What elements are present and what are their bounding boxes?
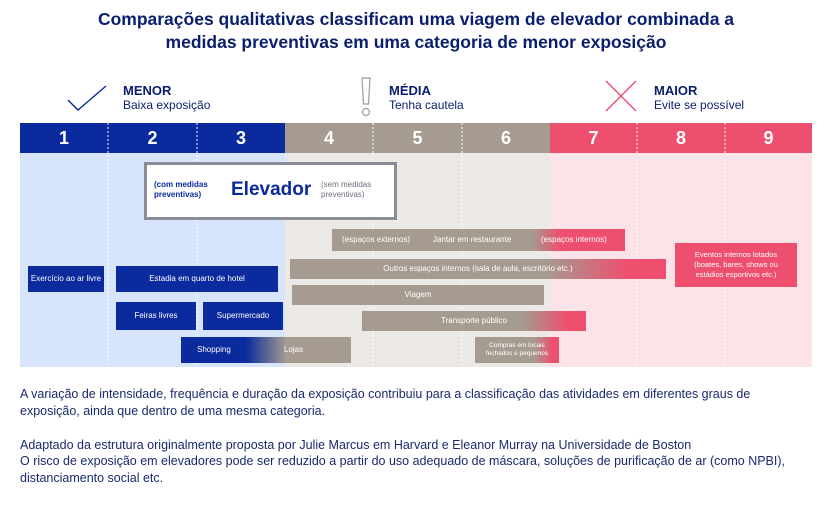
title-line-1: Comparações qualitativas classificam uma viagem de elevador combinada a: [97, 9, 735, 29]
scale-4: 4: [285, 123, 373, 153]
elevator-box: [144, 162, 397, 220]
scale-5: 5: [373, 123, 462, 153]
activity-jantar-label: Jantar em restaurante: [433, 235, 512, 244]
title-line-2: medidas preventivas em uma categoria de menor exposição: [165, 32, 667, 52]
activity-jantar-int: (espaços internos): [541, 235, 607, 244]
activity-feiras: Feiras livres: [116, 302, 196, 330]
activity-transporte: Transporte público: [362, 311, 586, 331]
scale-1: 1: [20, 123, 108, 153]
activity-compras: Compras em locais fechados e pequenos: [475, 337, 559, 363]
scale-7: 7: [550, 123, 637, 153]
elevator-left-note: (com medidas preventivas): [154, 180, 208, 199]
exclamation-icon: [359, 76, 373, 118]
category-maior-sub: Evite se possível: [654, 98, 745, 112]
note-source: Adaptado da estrutura originalmente proposta por Julie Marcus em Harvard e Eleanor Murray na Universidade de Boston: [20, 438, 692, 452]
check-icon: [66, 84, 108, 114]
scale-6: 6: [462, 123, 550, 153]
activity-jantar: [332, 229, 625, 251]
scale-9: 9: [725, 123, 812, 153]
note-variation: A variação de intensidade, frequência e duração da exposição contribuiu para a classificação das atividades em diferentes graus de exposição, ainda que dentro de uma mesma categoria.: [20, 387, 751, 418]
activity-estadia: Estadia em quarto de hotel: [116, 266, 278, 292]
elevator-right-note: (sem medidas preventivas): [321, 180, 372, 199]
activity-shopping: Shopping: [197, 345, 231, 354]
category-menor-sub: Baixa exposição: [123, 98, 211, 112]
activity-jantar-ext: (espaços externos): [342, 235, 411, 244]
scale-2: 2: [108, 123, 197, 153]
scale-8: 8: [637, 123, 725, 153]
x-icon: [604, 79, 638, 113]
category-media-sub: Tenha cautela: [389, 98, 464, 112]
activity-eventos: Eventos internos lotados (boates, bares, shows ou estádios esportivos etc.): [675, 243, 797, 287]
activity-shopping-lojas: [181, 337, 351, 363]
activity-lojas: Lojas: [284, 345, 304, 354]
elevator-label: Elevador: [231, 179, 312, 200]
activity-outros: Outros espaços internos (sala de aula, escritório etc.): [290, 259, 666, 279]
category-maior-head: MAIOR: [654, 83, 698, 98]
page-title: [20, 8, 812, 54]
activity-exercicio: Exercício ao ar livre: [28, 266, 104, 292]
activity-supermercado: Supermercado: [203, 302, 283, 330]
category-menor-head: MENOR: [123, 83, 172, 98]
category-media-head: MÉDIA: [389, 83, 431, 98]
scale-3: 3: [197, 123, 285, 153]
note-elevator-risk: O risco de exposição em elevadores pode ser reduzido a partir do uso adequado de máscara, soluções de purificação de ar (como NPBI), distanciamento social etc.: [20, 454, 786, 485]
activity-viagem: Viagem: [292, 285, 544, 305]
